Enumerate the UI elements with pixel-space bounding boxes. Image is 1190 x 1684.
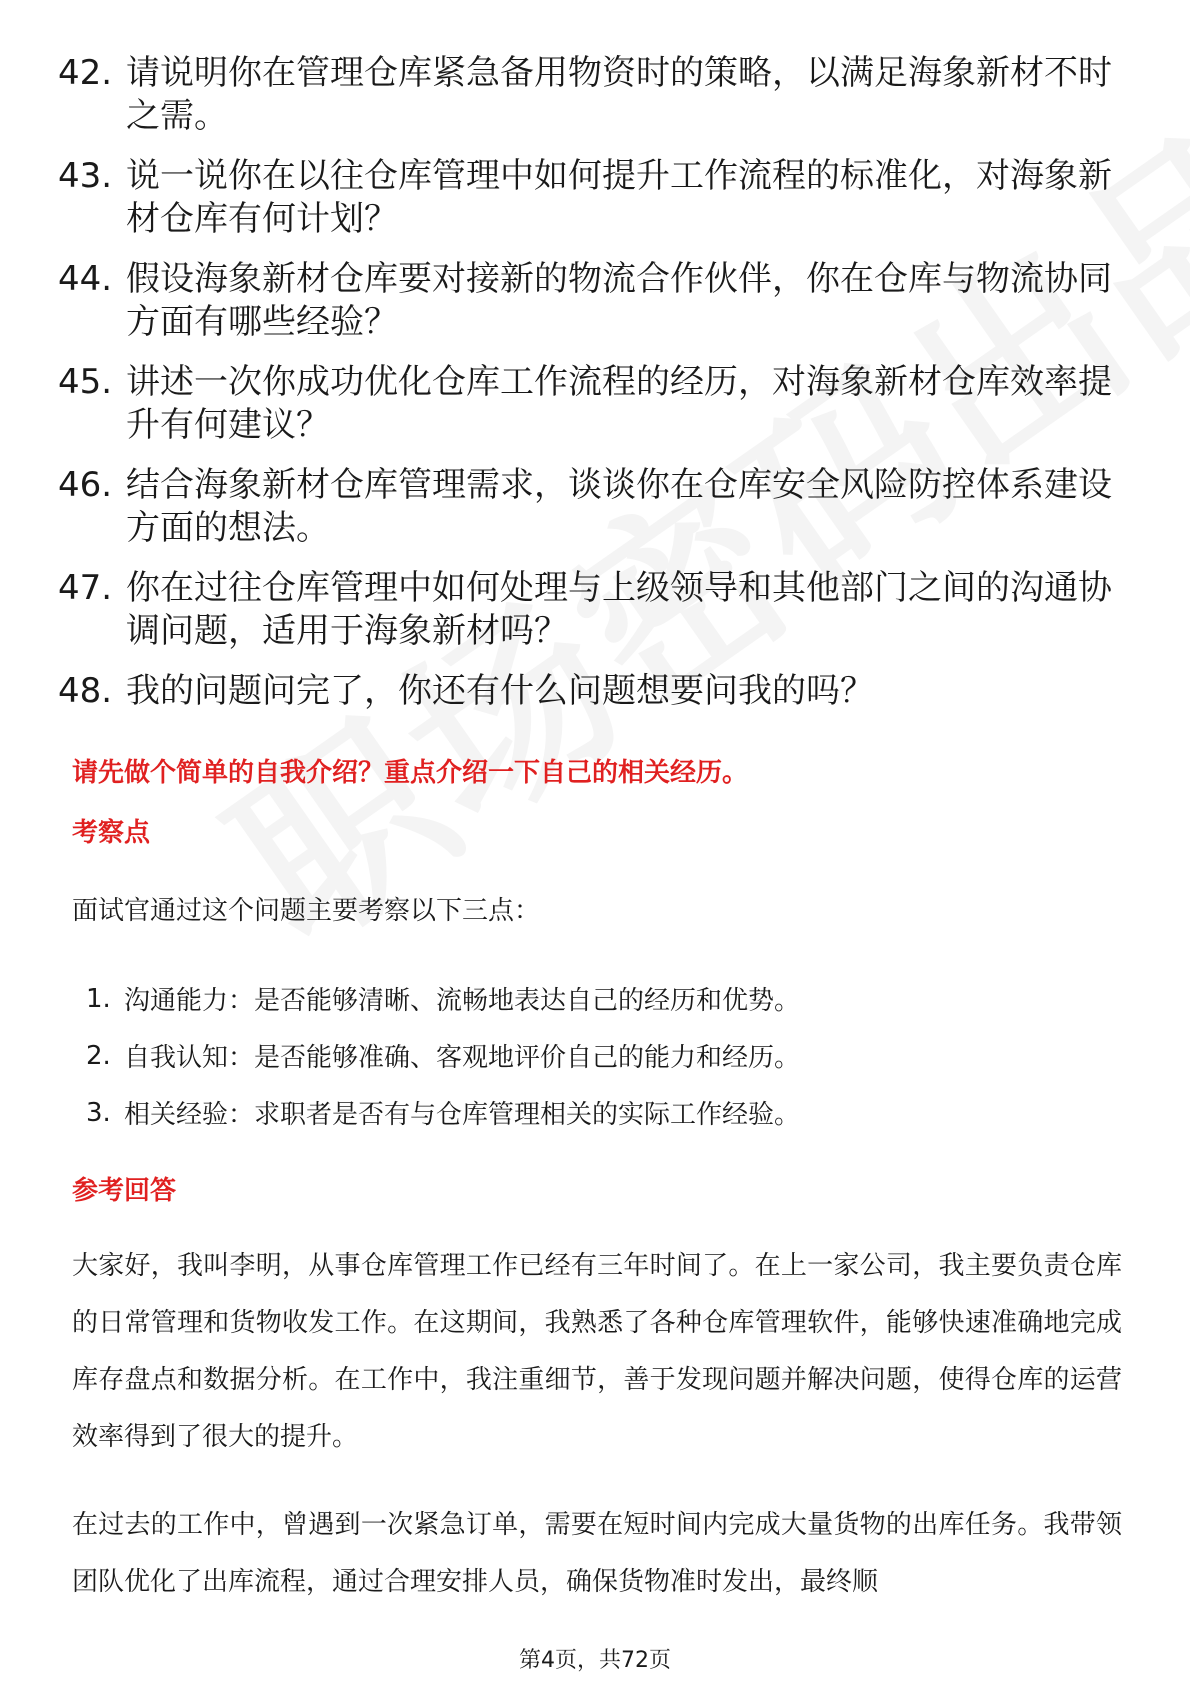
question-heading: 请先做个简单的自我介绍？重点介绍一下自己的相关经历。 (72, 758, 749, 788)
list-item-number: 1. (86, 983, 111, 1014)
assessment-intro: 面试官通过这个问题主要考察以下三点： (72, 896, 541, 926)
question-number: 46. (58, 465, 113, 505)
question-text: 请说明你在管理仓库紧急备用物资时的策略，以满足海象新材不时之需。 (126, 53, 1112, 136)
answer-paragraph: 在过去的工作中，曾遇到一次紧急订单，需要在短时间内完成大量货物的出库任务。我带领团队优化了出库流程，通过合理安排人员，确保货物准时发出，最终顺 (72, 1510, 1122, 1597)
answer-paragraph: 大家好，我叫李明，从事仓库管理工作已经有三年时间了。在上一家公司，我主要负责仓库的日常管理和货物收发工作。在这期间，我熟悉了各种仓库管理软件，能够快速准确地完成库存盘点和数据分析。在工作中，我注重细节，善于发现问题并解决问题，使得仓库的运营效率得到了很大的提升。 (72, 1251, 1122, 1452)
question-item (58, 670, 1128, 713)
question-item (58, 464, 1128, 550)
question-text: 结合海象新材仓库管理需求，谈谈你在仓库安全风险防控体系建设方面的想法。 (126, 465, 1112, 548)
reference-label: 参考回答 (72, 1176, 177, 1206)
list-item-text: 沟通能力：是否能够清晰、流畅地表达自己的经历和优势。 (124, 986, 801, 1016)
question-list (58, 52, 1128, 730)
question-number: 47. (58, 568, 113, 608)
list-item (86, 1027, 800, 1084)
question-number: 45. (58, 362, 113, 402)
question-text: 我的问题问完了，你还有什么问题想要问我的吗？ (126, 671, 874, 711)
question-item (58, 52, 1128, 138)
question-text: 讲述一次你成功优化仓库工作流程的经历，对海象新材仓库效率提升有何建议？ (126, 362, 1112, 445)
question-number: 48. (58, 671, 113, 711)
page-footer: 第4页，共72页 (519, 1648, 671, 1673)
assessment-points (86, 970, 800, 1141)
list-item (86, 970, 800, 1027)
question-number: 43. (58, 156, 113, 196)
list-item-text: 自我认知：是否能够准确、客观地评价自己的能力和经历。 (124, 1043, 801, 1073)
question-item (58, 361, 1128, 447)
list-item-number: 2. (86, 1040, 111, 1071)
question-item (58, 567, 1128, 653)
question-text: 你在过往仓库管理中如何处理与上级领导和其他部门之间的沟通协调问题，适用于海象新材吗？ (126, 568, 1112, 651)
question-text: 假设海象新材仓库要对接新的物流合作伙伴，你在仓库与物流协同方面有哪些经验？ (126, 259, 1112, 342)
list-item-number: 3. (86, 1097, 111, 1128)
list-item (86, 1084, 800, 1141)
question-item (58, 155, 1128, 241)
question-number: 42. (58, 53, 113, 93)
question-number: 44. (58, 259, 113, 299)
question-item (58, 258, 1128, 344)
question-text: 说一说你在以往仓库管理中如何提升工作流程的标准化，对海象新材仓库有何计划？ (126, 156, 1112, 239)
assessment-label: 考察点 (72, 818, 151, 848)
list-item-text: 相关经验：求职者是否有与仓库管理相关的实际工作经验。 (124, 1100, 801, 1130)
